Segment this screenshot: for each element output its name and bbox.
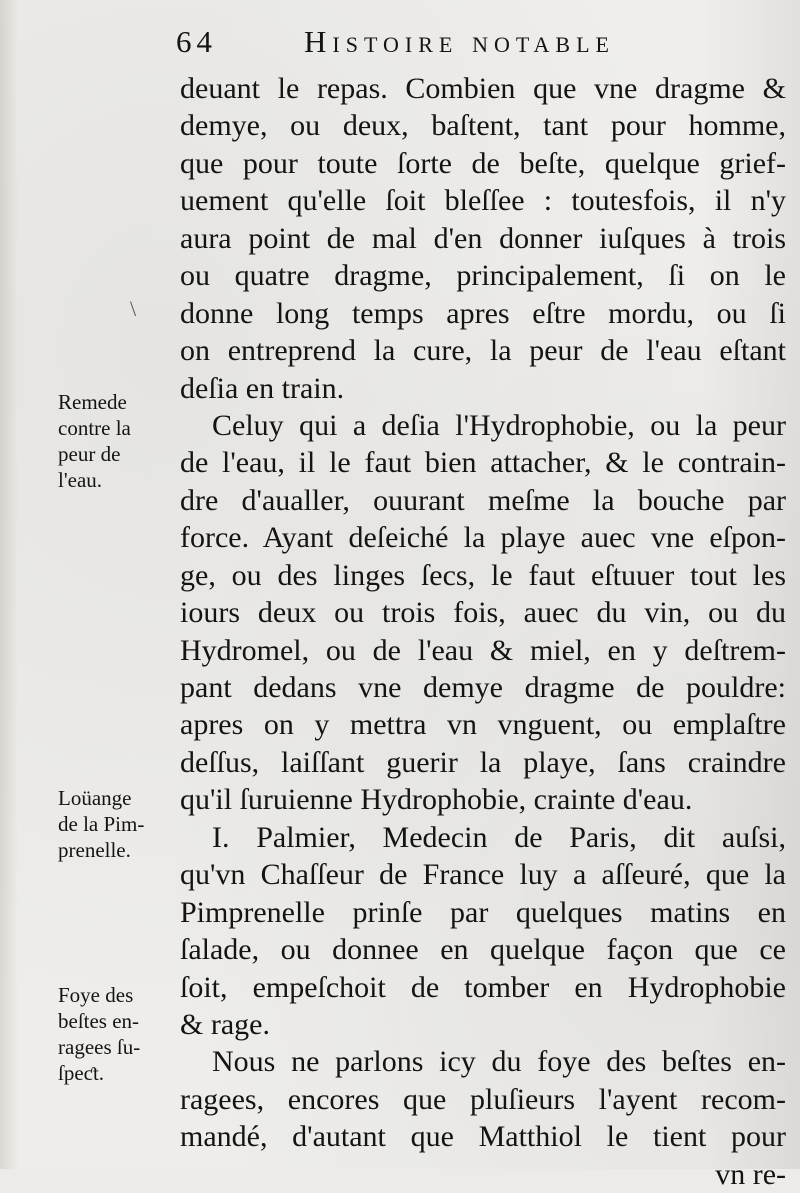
page-number: 64 xyxy=(176,24,217,59)
text-line: iours deux ou trois fois, auec du vin, ou du xyxy=(180,596,786,630)
text-line: apres on y mettra vn vnguent, ou emplaſtre xyxy=(180,708,786,742)
marginal-note-line: peur de xyxy=(58,442,121,466)
running-header xyxy=(176,24,796,64)
marginal-note-line: l'eau. xyxy=(58,468,103,492)
paragraph-start-line: Nous ne parlons icy du foye des beſtes en- xyxy=(212,1045,786,1079)
text-line: ou quatre dragme, principalement, ſi on le xyxy=(180,259,786,293)
main-text xyxy=(180,70,786,1193)
marginal-note-line: de la Pim- xyxy=(58,812,145,836)
paragraph-start-line: I. Palmier, Medecin de Paris, dit auſsi, xyxy=(212,820,786,854)
marginal-note-louange xyxy=(58,785,176,863)
page-speck: \ xyxy=(130,296,137,321)
text-line: qu'il ſuruienne Hydrophobie, crainte d'eau. xyxy=(180,783,693,817)
text-line: Pimprenelle prinſe par quelques matins en xyxy=(180,895,786,929)
text-line: ſoit, empeſchoit de tomber en Hydrophobie xyxy=(180,970,786,1004)
running-title: Histoire notable xyxy=(304,24,615,59)
text-line: pant dedans vne demye dragme de pouldre: xyxy=(180,671,786,704)
text-line: dre d'aualler, ouurant meſme la bouche par xyxy=(180,483,786,517)
marginal-note-line: beſtes en- xyxy=(58,1009,140,1033)
text-line: Hydromel, ou de l'eau & miel, en y deſtrem- xyxy=(180,633,786,667)
marginal-note-line: Foye des xyxy=(58,983,134,1007)
catchword-line: vn re- xyxy=(715,1157,786,1191)
text-line: qu'vn Chaſſeur de France luy a aſſeuré, que la xyxy=(180,858,786,892)
marginal-note-line: ragees ſu- xyxy=(58,1035,141,1059)
text-line: force. Ayant deſeiché la playe auec vne eſpon- xyxy=(180,521,786,555)
text-line: ragees, encores que pluſieurs l'ayent recom- xyxy=(180,1082,786,1116)
marginal-note-remede xyxy=(58,389,176,493)
text-line: deſſus, laiſſant guerir la playe, ſans craindre xyxy=(180,745,786,779)
text-line: ge, ou des linges ſecs, le faut eſtuuer tout les xyxy=(180,558,786,592)
text-line: & rage. xyxy=(180,1007,270,1041)
paragraph-start-line: Celuy qui a deſia l'Hydrophobie, ou la peur xyxy=(212,408,786,442)
text-line: deſia en train. xyxy=(180,371,345,405)
text-line: ſalade, ou donnee en quelque façon que ce xyxy=(180,933,786,967)
marginal-note-line: Remede xyxy=(58,390,127,414)
marginal-note-line: prenelle. xyxy=(58,838,131,862)
text-line: que pour toute ſorte de beſte, quelque grief- xyxy=(180,146,786,180)
text-line: donne long temps apres eſtre mordu, ou ſi xyxy=(180,296,786,330)
marginal-note-line: Loüange xyxy=(58,786,132,810)
text-line: deuant le repas. Combien que vne dragme & xyxy=(180,72,786,105)
text-line: demye, ou deux, baſtent, tant pour homme, xyxy=(180,109,786,143)
text-line: uement qu'elle ſoit bleſſee : toutesfois, il n'y xyxy=(180,184,786,218)
marginal-note-foye xyxy=(58,982,176,1086)
text-line: aura point de mal d'en donner iuſques à trois xyxy=(180,221,786,255)
text-line: mandé, d'autant que Matthiol le tient pour xyxy=(180,1120,786,1154)
text-line: on entreprend la cure, la peur de l'eau eſtant xyxy=(180,334,786,368)
text-line: de l'eau, il le faut bien attacher, & le contrain- xyxy=(180,446,786,480)
marginal-note-line: contre la xyxy=(58,416,131,440)
marginal-note-line: ſpeƈt. xyxy=(58,1061,105,1085)
